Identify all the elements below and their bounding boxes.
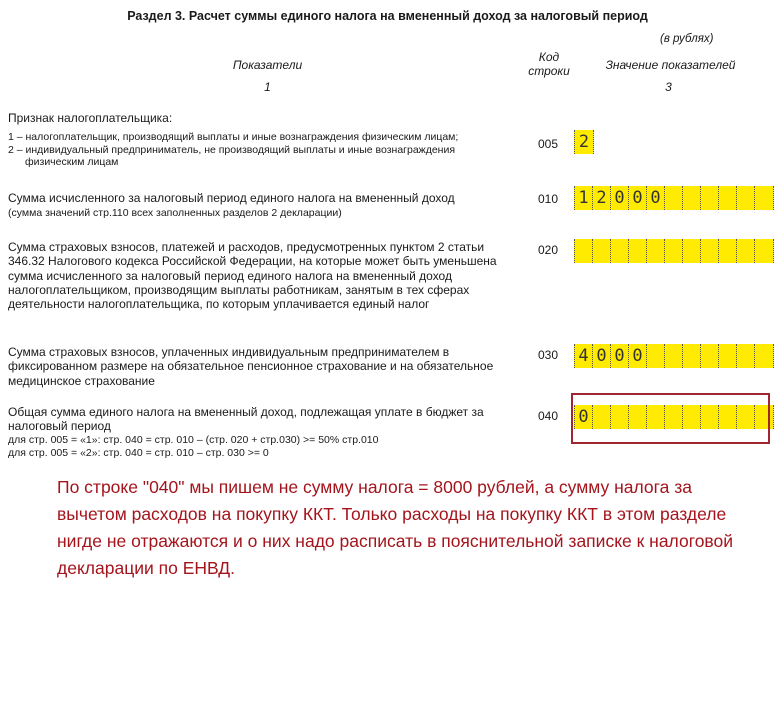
value-cell[interactable]: [629, 239, 647, 263]
row-030-value-cells[interactable]: [574, 344, 774, 368]
value-cell[interactable]: [611, 239, 629, 263]
value-cell[interactable]: [593, 239, 611, 263]
value-cell[interactable]: [683, 344, 701, 368]
section-title: Раздел 3. Расчет суммы единого налога на вмененный доход за налоговый период: [127, 9, 648, 23]
explanation-note: По строке "040" мы пишем не сумму налога = 8000 рублей, а сумму налога за вычетом расходов на покупку ККТ. Только расходы на покупку ККТ в этом разделе нигде не отражаются и о них надо расписать в пояснительной записке к налоговой декларации по ЕНВД.: [57, 477, 734, 578]
value-cell[interactable]: [701, 186, 719, 210]
row-040-title: Общая сумма единого налога на вмененный доход, подлежащая уплате в бюджет за налоговый период: [8, 405, 484, 434]
row-040-formula: для стр. 005 = «1»: стр. 040 = стр. 010 – (стр. 020 + стр.030) >= 50% стр.010: [8, 434, 379, 446]
row-010-value-cells[interactable]: [574, 186, 774, 210]
row-010-note: (сумма значений стр.110 всех заполненных разделов 2 декларации): [8, 207, 342, 219]
row-020-value-cells[interactable]: [574, 239, 774, 263]
row-040-code: 040: [538, 409, 559, 423]
header-value-number: 3: [665, 80, 672, 94]
row-030-code: 030: [538, 348, 559, 362]
value-cell[interactable]: [755, 344, 773, 368]
unit-label: (в рублях): [660, 33, 714, 45]
row-005-note-line: 1 – налогоплательщик, производящий выплаты и иные вознаграждения физическим лицам;: [8, 131, 459, 143]
value-cell[interactable]: 2: [578, 132, 590, 152]
row-010-code: 010: [538, 192, 559, 206]
value-cell[interactable]: [755, 239, 773, 263]
value-cell[interactable]: [719, 186, 737, 210]
row-040-highlight-frame: [571, 393, 770, 444]
header-value: Значение показателей: [605, 58, 736, 72]
value-cell[interactable]: [665, 186, 683, 210]
value-cell[interactable]: 0: [629, 186, 647, 210]
value-cell[interactable]: [701, 239, 719, 263]
value-cell[interactable]: [683, 186, 701, 210]
header-indicators-number: 1: [264, 80, 271, 94]
value-cell[interactable]: 0: [647, 186, 665, 210]
row-005-note-line: физическим лицам: [25, 156, 119, 168]
row-020-title: Сумма страховых взносов, платежей и расходов, предусмотренных пунктом 2 статьи 346.32 Налогового кодекса Российской Федерации, на которые может быть уменьшена сумма исчисленного за налоговый период единого налога на вмененный доход налогоплательщиком, производящим выплаты работникам, занятым в тех сферах деятельности налогоплательщика, по которым уплачивается единый налог: [8, 240, 497, 312]
value-cell[interactable]: [737, 344, 755, 368]
row-005-value-cells[interactable]: [574, 130, 594, 154]
value-cell[interactable]: [719, 239, 737, 263]
value-cell[interactable]: 0: [593, 344, 611, 368]
row-005-note: [8, 131, 533, 169]
row-020-code: 020: [538, 243, 559, 257]
value-cell[interactable]: [683, 239, 701, 263]
row-005-note-line: 2 – индивидуальный предприниматель, не производящий выплаты и иные вознаграждения: [8, 143, 456, 156]
value-cell[interactable]: [647, 239, 665, 263]
value-cell[interactable]: [701, 344, 719, 368]
value-cell[interactable]: [737, 186, 755, 210]
value-cell[interactable]: 0: [611, 344, 629, 368]
value-cell[interactable]: [665, 239, 683, 263]
header-indicators: Показатели: [232, 58, 303, 72]
header-code: Код строки: [528, 50, 570, 78]
value-cell[interactable]: 4: [575, 344, 593, 368]
row-005-title: Признак налогоплательщика:: [8, 111, 173, 125]
value-cell[interactable]: [719, 344, 737, 368]
value-cell[interactable]: 0: [629, 344, 647, 368]
value-cell[interactable]: [647, 344, 665, 368]
row-040-formula: для стр. 005 = «2»: стр. 040 = стр. 010 – стр. 030 >= 0: [8, 446, 269, 459]
row-005-code: 005: [538, 137, 559, 151]
value-cell[interactable]: 0: [611, 186, 629, 210]
value-cell[interactable]: [737, 239, 755, 263]
value-cell[interactable]: [755, 186, 773, 210]
row-010-title: Сумма исчисленного за налоговый период единого налога на вмененный доход: [8, 191, 455, 205]
value-cell[interactable]: 0: [575, 405, 593, 429]
value-cell[interactable]: [665, 344, 683, 368]
value-cell[interactable]: 2: [593, 186, 611, 210]
value-cell[interactable]: [575, 239, 593, 263]
value-cell[interactable]: 1: [575, 186, 593, 210]
row-030-title: Сумма страховых взносов, уплаченных индивидуальным предпринимателем в фиксированном размере на обязательное пенсионное страхование и на обязательное медицинское страхование: [8, 345, 494, 388]
row-040-note: [8, 434, 533, 459]
